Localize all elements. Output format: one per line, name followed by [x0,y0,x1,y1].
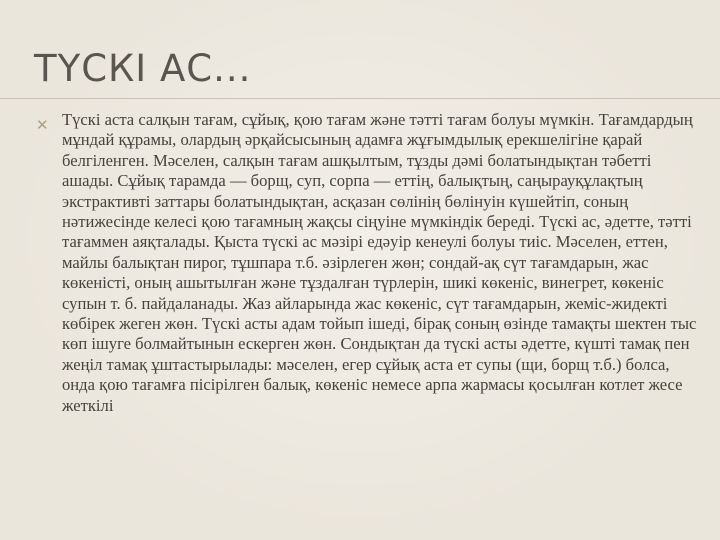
title-divider [0,98,720,99]
slide-title: ТҮСКІ АС... [34,47,252,90]
cross-bullet-icon: ✕ [36,116,49,134]
body-paragraph: Түскі аста салқын тағам, сұйық, қою тағам және тәтті тағам болуы мүмкін. Тағамдардың мұндай құрамы, олардың әрқайсысының адамға жұғымдылық ерекшелігіне қарай белгіленген. Мәселен, салқын тағам ашқылтым, тұзды дәмі болатындықтан тәбетті ашады. Сұйық тарамда — борщ, суп, сорпа — еттің, балықтың, саңырауқұлақтың экстрактивті заттары болатындықтан, асқазан сөлінің бөлінуін күшейтіп, соның нәтижесінде келесі қою тағамның жақсы сіңуіне мүмкіндік береді. Түскі ас, әдетте, тәтті тағаммен аяқталады. Қыста түскі ас мәзірі едәуір кенеулі болуы тиіс. Мәселен, еттен, майлы балықтан пирог, тұшпара т.б. әзірлеген жөн; сондай-ақ сүт тағамдарын, жас көкеністі, оның ашытылған және тұздалған түрлерін, шикі көкеніс, винегрет, көкеніс супын т. б. пайдаланады. Жаз айларында жас көкеніс, сүт тағамдарын, жеміс-жидекті көбірек жеген жөн. Түскі асты адам тойып ішеді, бірақ соның өзінде тамақты шектен тыс көп ішуге болмайтынын ескерген жөн. Сондықтан да түскі асты әдетте, күшті тамақ пен жеңіл тамақ ұштастырылады: мәселен, егер сұйық аста ет супы (щи, борщ т.б.) болса, онда қою тағамға пісірілген балық, көкеніс немесе арпа жармасы қосылған котлет жесе жеткілі [62,110,697,415]
